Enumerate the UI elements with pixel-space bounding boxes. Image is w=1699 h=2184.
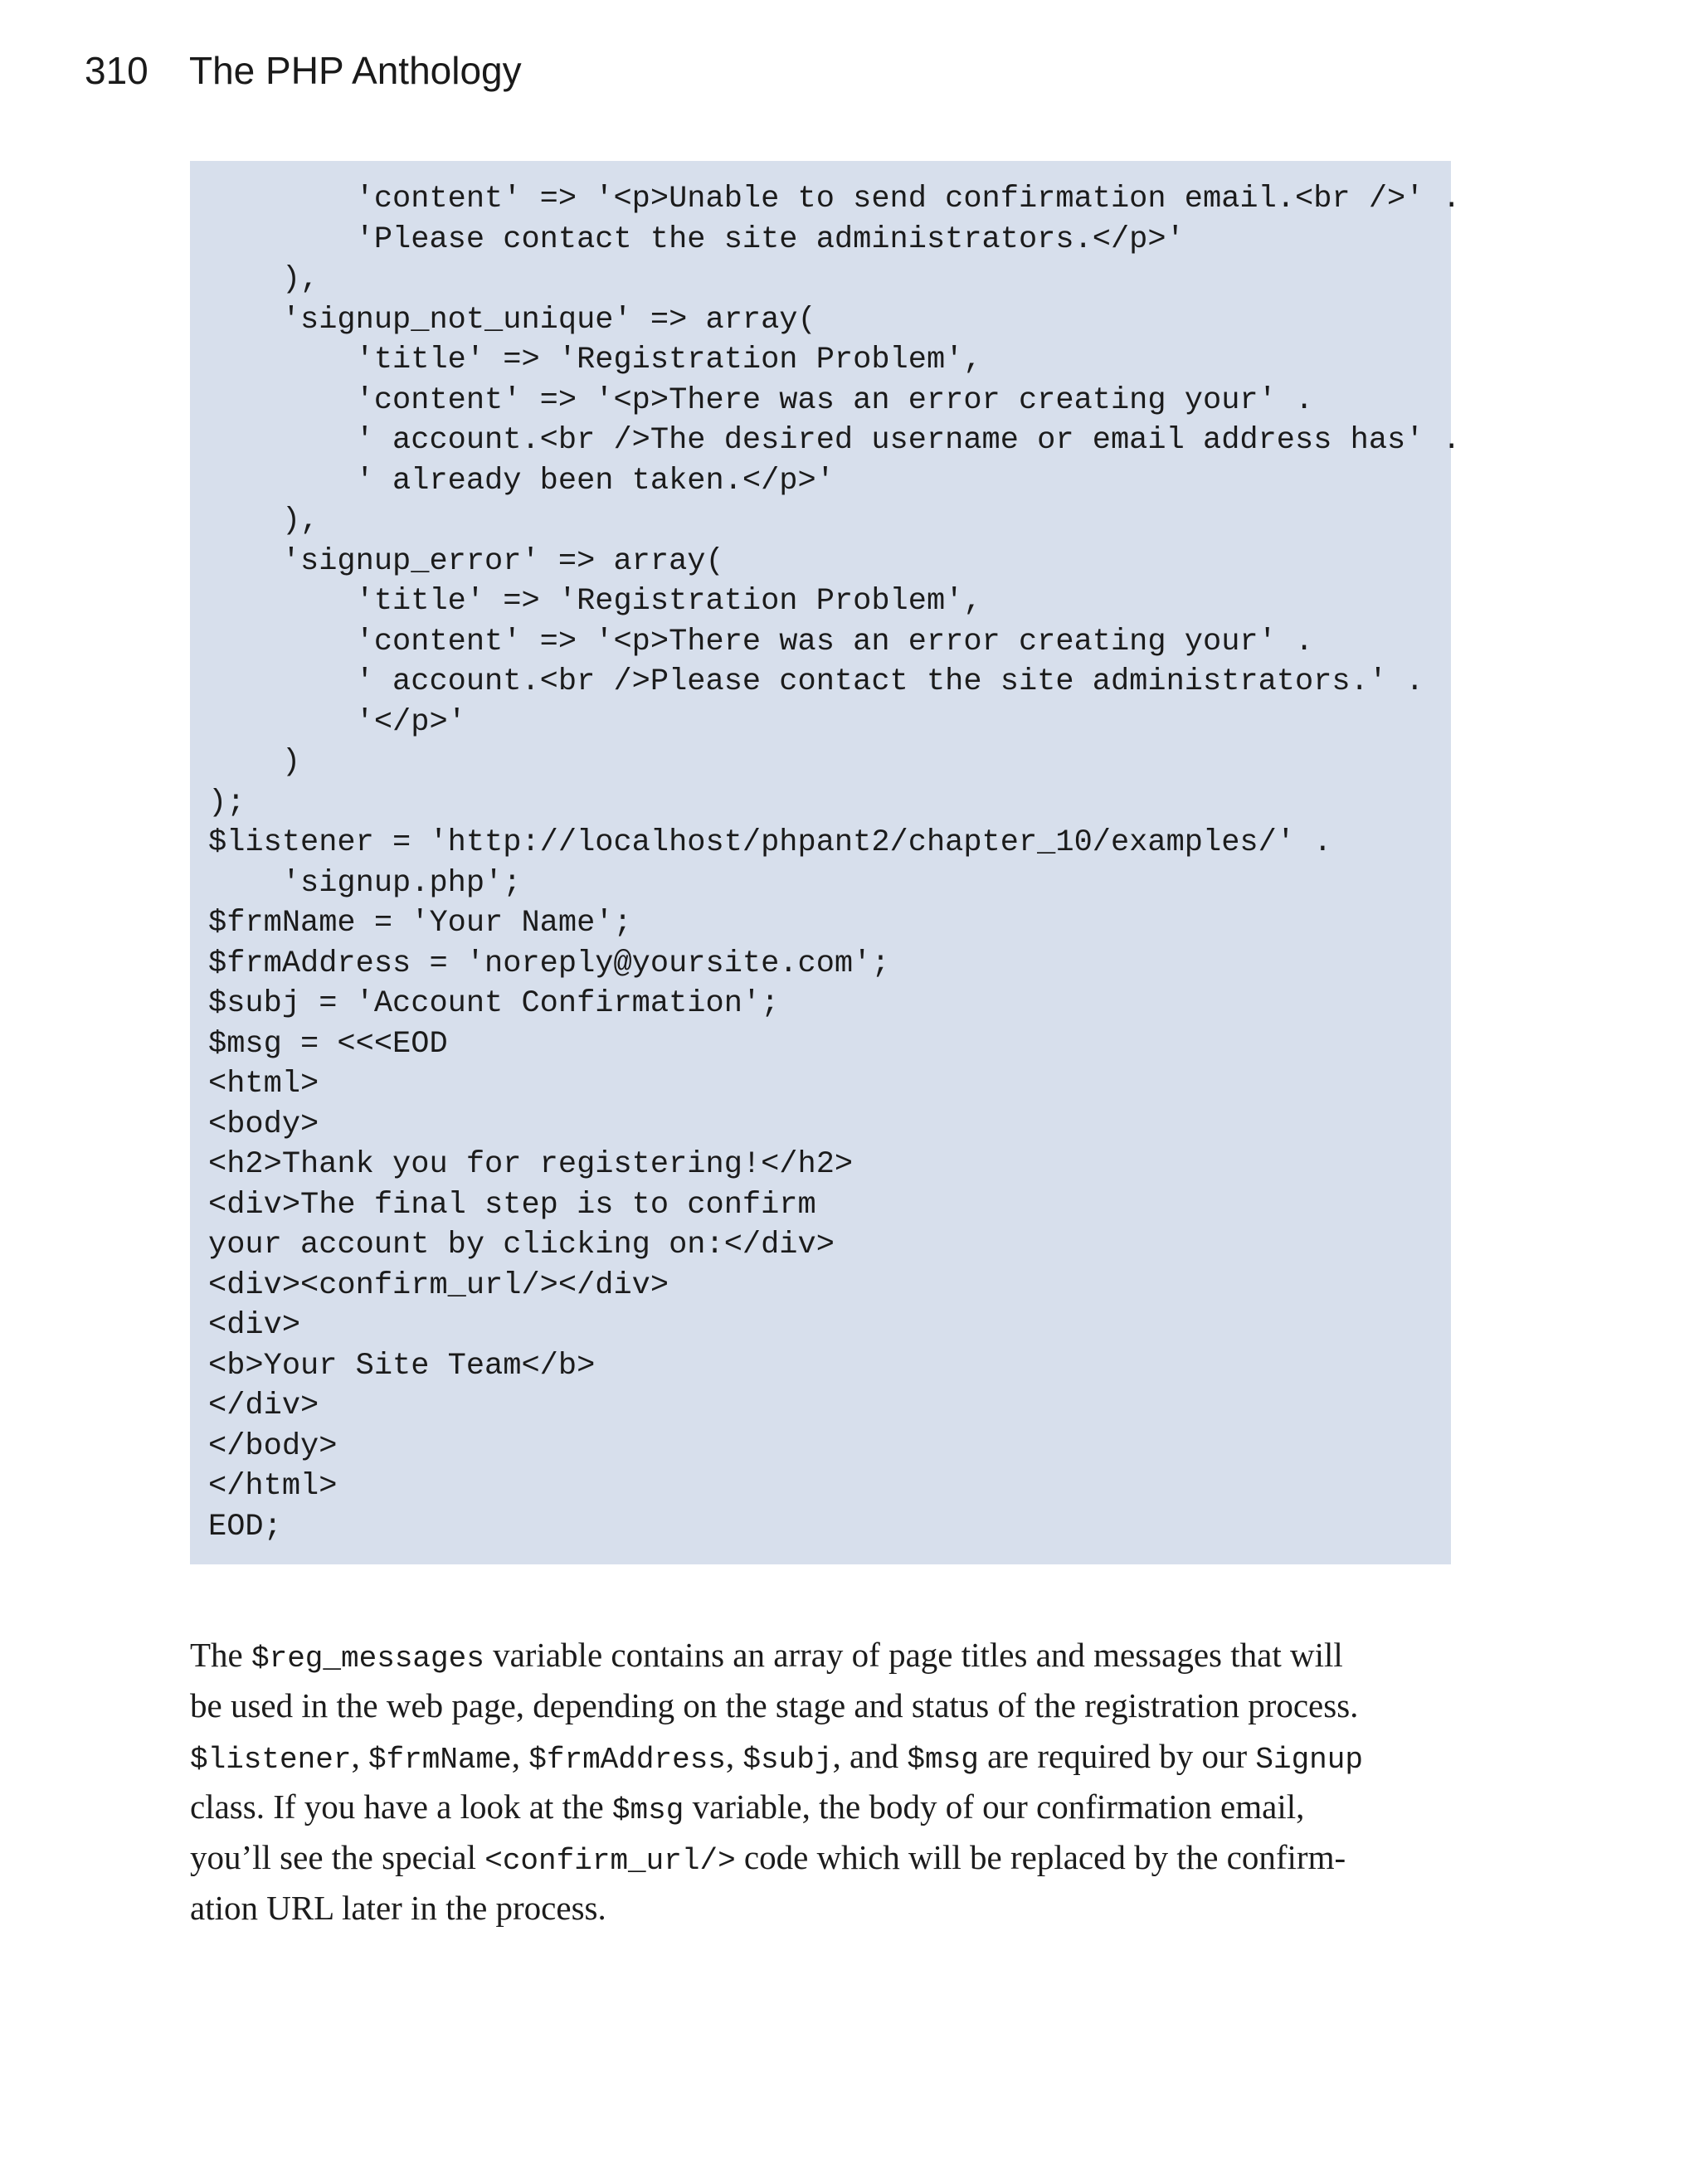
code-line: 'title' => 'Registration Problem', <box>208 584 982 619</box>
code-line: 'title' => 'Registration Problem', <box>208 343 982 377</box>
code-line: your account by clicking on:</div> <box>208 1228 835 1262</box>
code-line: </body> <box>208 1428 338 1464</box>
paragraph-text: be used in the web page, depending on the stage and status of the registration process. <box>190 1686 1359 1724</box>
paragraph-text: are required by our <box>978 1737 1256 1775</box>
inline-code-signup: Signup <box>1255 1743 1363 1777</box>
inline-code-msg: $msg <box>611 1793 684 1827</box>
code-line: 'Please contact the site administrators.</p>' <box>208 221 1185 257</box>
code-line: $listener = 'http://localhost/phpant2/chapter_10/examples/' . <box>208 825 1332 860</box>
code-line: $msg = <<<EOD <box>208 1026 448 1062</box>
inline-code-reg-messages: $reg_messages <box>251 1642 484 1676</box>
paragraph-text: you’ll see the special <box>190 1838 485 1876</box>
inline-code-frmaddress: $frmAddress <box>528 1743 726 1777</box>
paragraph-text: , and <box>832 1737 908 1775</box>
code-line: <div><confirm_url/></div> <box>208 1267 669 1303</box>
code-line: $frmName = 'Your Name'; <box>208 906 632 941</box>
inline-code-confirm-url: <confirm_url/> <box>484 1844 736 1878</box>
code-listing <box>190 161 1461 1564</box>
code-line: $frmAddress = 'noreply@yoursite.com'; <box>208 946 890 981</box>
paragraph-text: class. If you have a look at the <box>190 1788 612 1826</box>
code-line: ' already been taken.</p>' <box>208 463 835 499</box>
explanation-paragraph <box>190 1630 1459 1933</box>
code-line: 'signup_not_unique' => array( <box>208 302 816 338</box>
paragraph-line-5 <box>190 1832 1459 1883</box>
inline-code-msg: $msg <box>907 1743 979 1777</box>
paragraph-text: , <box>725 1737 743 1775</box>
page-header <box>85 48 522 98</box>
paragraph-text: variable, the body of our confirmation email, <box>684 1788 1305 1826</box>
code-line: EOD; <box>208 1509 282 1544</box>
code-line: ) <box>208 745 301 780</box>
paragraph-line-6 <box>190 1883 1459 1933</box>
code-line: ' account.<br />The desired username or email address has' . <box>208 423 1461 458</box>
paragraph-text: , <box>351 1737 368 1775</box>
paragraph-line-1 <box>190 1630 1459 1681</box>
code-line: 'content' => '<p>Unable to send confirmation email.<br />' . <box>208 182 1461 216</box>
paragraph-text: variable contains an array of page titles and messages that will <box>484 1636 1343 1674</box>
inline-code-frmname: $frmName <box>368 1743 512 1777</box>
code-line: ); <box>208 785 246 820</box>
code-line: ' account.<br />Please contact the site administrators.' . <box>208 664 1424 699</box>
code-line: <b>Your Site Team</b> <box>208 1348 596 1384</box>
code-line: <div> <box>208 1308 301 1343</box>
paragraph-text: , <box>511 1737 529 1775</box>
code-line: <div>The final step is to confirm <box>208 1187 816 1223</box>
code-line: ), <box>208 262 319 297</box>
code-line: 'signup_error' => array( <box>208 543 724 579</box>
code-line: </html> <box>208 1469 338 1504</box>
code-line: <html> <box>208 1067 319 1102</box>
code-line: $subj = 'Account Confirmation'; <box>208 986 780 1021</box>
code-line: 'content' => '<p>There was an error creating your' . <box>208 624 1314 659</box>
code-line: 'content' => '<p>There was an error creating your' . <box>208 382 1314 418</box>
paragraph-line-4 <box>190 1782 1459 1832</box>
paragraph-text: ation URL later in the process. <box>190 1889 606 1927</box>
paragraph-text: code which will be replaced by the confirm- <box>735 1838 1346 1876</box>
code-line: 'signup.php'; <box>208 865 522 901</box>
paragraph-line-3 <box>190 1731 1459 1782</box>
page-number: 310 <box>85 49 148 92</box>
code-line: '</p>' <box>208 704 466 740</box>
book-title: The PHP Anthology <box>189 49 522 92</box>
code-line: </div> <box>208 1389 319 1423</box>
inline-code-listener: $listener <box>190 1743 352 1777</box>
code-line: <body> <box>208 1107 319 1142</box>
paragraph-text: The <box>190 1636 251 1674</box>
code-line: ), <box>208 503 319 538</box>
code-line: <h2>Thank you for registering!</h2> <box>208 1147 854 1182</box>
paragraph-line-2 <box>190 1681 1459 1731</box>
inline-code-subj: $subj <box>742 1743 833 1777</box>
